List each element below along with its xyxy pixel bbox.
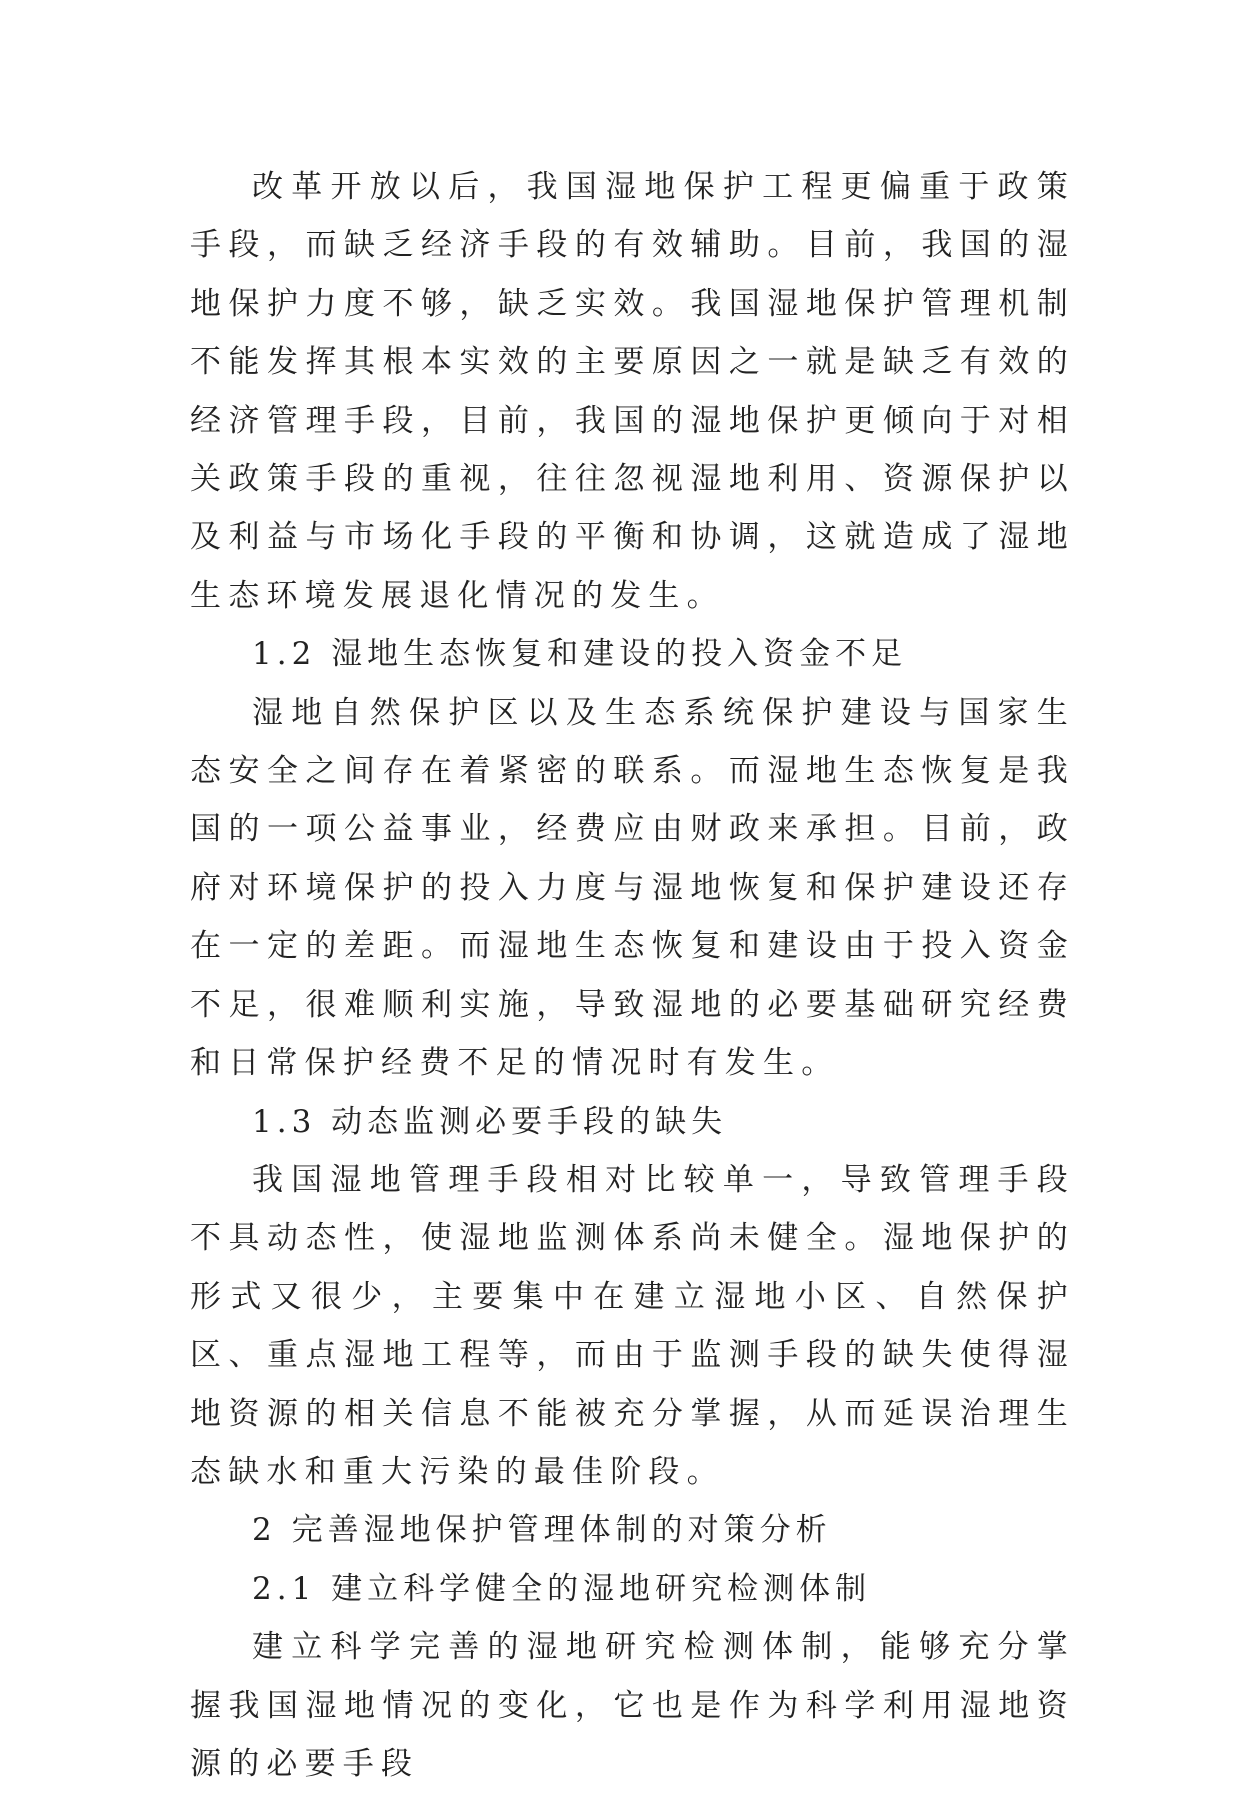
section-heading-2-1: 2.1 建立科学健全的湿地研究检测体制 <box>252 1570 872 1607</box>
paragraph-research-system: 建立科学完善的湿地研究检测体制，能够充分掌握我国湿地情况的变化，它也是作为科学利用湿地资源的必要手段 <box>190 1629 1075 1782</box>
section-heading-1-3: 1.3 动态监测必要手段的缺失 <box>252 1103 728 1140</box>
section-heading-1-2: 1.2 湿地生态恢复和建设的投入资金不足 <box>252 636 908 673</box>
paragraph-funding-shortage: 湿地自然保护区以及生态系统保护建设与国家生态安全之间存在着紧密的联系。而湿地生态恢复是我国的一项公益事业，经费应由财政来承担。目前，政府对环境保护的投入力度与湿地恢复和保护建设还存在一定的差距。而湿地生态恢复和建设由于投入资金不足，很难顺利实施，导致湿地的必要基础研究经费和日常保护经费不足的情况时有发生。 <box>190 694 1075 1082</box>
paragraph-monitoring-lack: 我国湿地管理手段相对比较单一，导致管理手段不具动态性，使湿地监测体系尚未健全。湿地保护的形式又很少，主要集中在建立湿地小区、自然保护区、重点湿地工程等，而由于监测手段的缺失使得湿地资源的相关信息不能被充分掌握，从而延误治理生态缺水和重大污染的最佳阶段。 <box>190 1161 1075 1490</box>
document-body <box>190 158 1075 1793</box>
paragraph-economic-means: 改革开放以后，我国湿地保护工程更偏重于政策手段，而缺乏经济手段的有效辅助。目前，我国的湿地保护力度不够，缺乏实效。我国湿地保护管理机制不能发挥其根本实效的主要原因之一就是缺乏有效的经济管理手段，目前，我国的湿地保护更倾向于对相关政策手段的重视，往往忽视湿地利用、资源保护以及利益与市场化手段的平衡和协调，这就造成了湿地生态环境发展退化情况的发生。 <box>190 169 1075 614</box>
section-heading-2: 2 完善湿地保护管理体制的对策分析 <box>252 1512 832 1549</box>
